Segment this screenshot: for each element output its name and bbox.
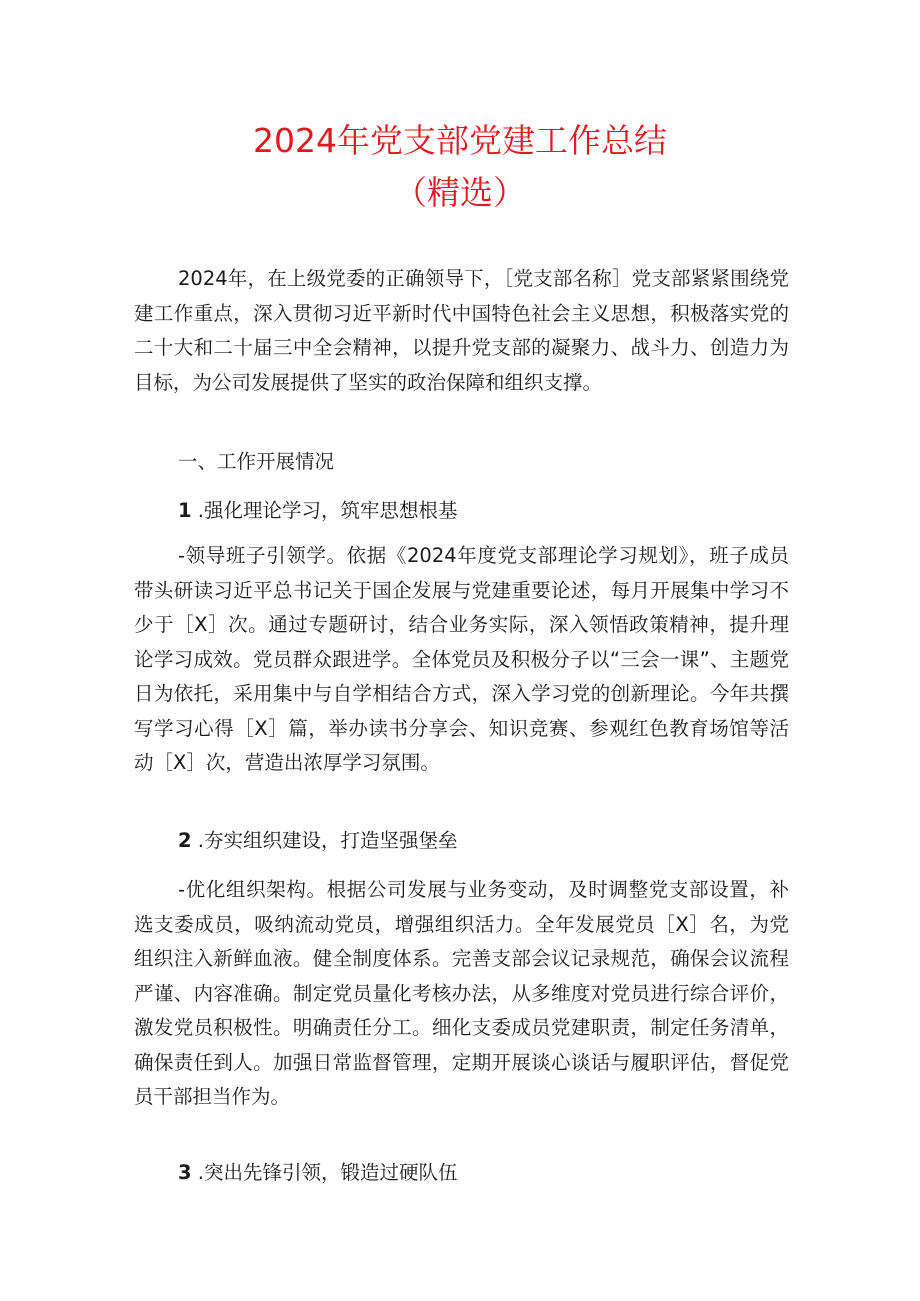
section-heading: 一、工作开展情况 xyxy=(178,450,335,473)
document-title: 2024年党支部党建工作总结 xyxy=(253,121,667,160)
item-1-heading xyxy=(178,494,457,528)
item-2-paragraph: -优化组织架构。根据公司发展与业务变动，及时调整党支部设置，补选支委成员，吸纳流动党员，增强组织活力。全年发展党员［X］名，为党组织注入新鲜血液。健全制度体系。完善支部会议记录规范，确保会议流程严谨、内容准确。制定党员量化考核办法，从多维度对党员进行综合评价，激发党员积极性。明确责任分工。细化支委成员党建职责，制定任务清单，确保责任到人。加强日常监督管理，定期开展谈心谈话与履职评估，督促党员干部担当作为。 xyxy=(134,878,789,1108)
item-3-heading xyxy=(178,1156,457,1190)
item-2-heading-text: .夯实组织建设，打造坚强堡垒 xyxy=(197,829,458,852)
item-2-number: 2 xyxy=(178,829,192,852)
document-subtitle: （精选） xyxy=(394,173,526,212)
item-1-number: 1 xyxy=(178,499,192,522)
intro-paragraph: 2024年，在上级党委的正确领导下，［党支部名称］党支部紧紧围绕党建工作重点，深入贯彻习近平新时代中国特色社会主义思想，积极落实党的二十大和二十届三中全会精神，以提升党支部的凝聚力、战斗力、创造力为目标，为公司发展提供了坚实的政治保障和组织支撑。 xyxy=(134,267,789,394)
item-2-heading xyxy=(178,824,457,858)
item-1-paragraph: -领导班子引领学。依据《2024年度党支部理论学习规划》，班子成员带头研读习近平总书记关于国企发展与党建重要论述，每月开展集中学习不少于［X］次。通过专题研讨，结合业务实际，深入领悟政策精神，提升理论学习成效。党员群众跟进学。全体党员及积极分子以“三会一课”、主题党日为依托，采用集中与自学相结合方式，深入学习党的创新理论。今年共撰写学习心得［X］篇，举办读书分享会、知识竞赛、参观红色教育场馆等活动［X］次，营造出浓厚学习氛围。 xyxy=(134,544,789,774)
item-1-heading-text: .强化理论学习，筑牢思想根基 xyxy=(197,499,458,522)
item-3-number: 3 xyxy=(178,1161,192,1184)
item-3-heading-text: .突出先锋引领，锻造过硬队伍 xyxy=(197,1161,458,1184)
